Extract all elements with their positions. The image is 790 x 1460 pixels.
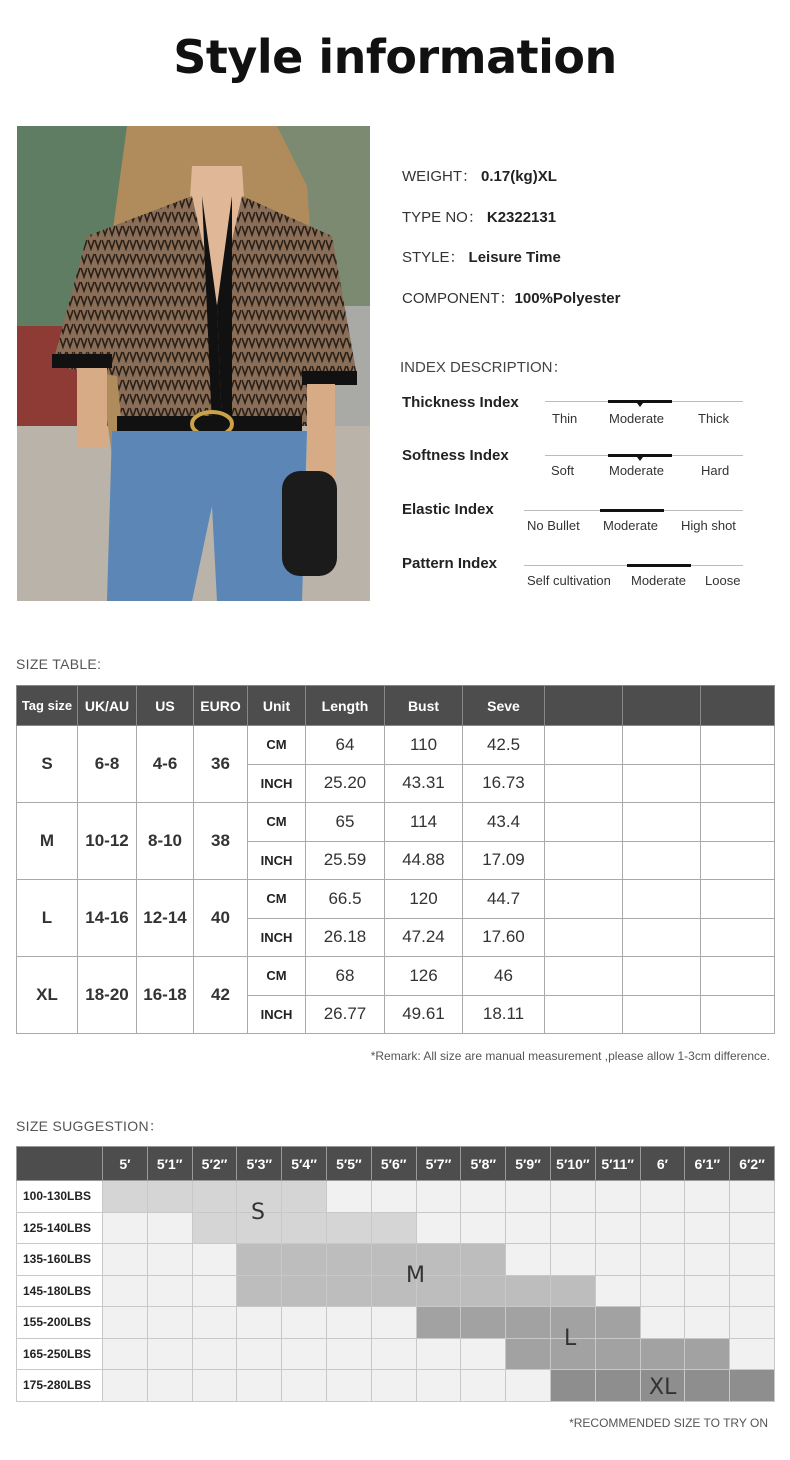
empty-cell <box>550 1181 595 1213</box>
elastic-index-name: Elastic Index <box>402 501 494 518</box>
empty-cell <box>103 1275 148 1307</box>
zone-label-xl: XL <box>649 1375 677 1400</box>
height-header: 5′4″ <box>282 1147 327 1181</box>
thickness-label-mid: Moderate <box>609 411 664 426</box>
seve-cell: 17.60 <box>463 918 545 957</box>
empty-cell <box>416 1181 461 1213</box>
pattern-label-mid: Moderate <box>631 573 686 588</box>
length-cell: 26.18 <box>306 918 385 957</box>
thickness-label-low: Thin <box>552 411 578 426</box>
size-cell-l <box>640 1338 685 1370</box>
pattern-label-high: Loose <box>705 573 741 588</box>
bust-cell: 47.24 <box>385 918 463 957</box>
empty-cell <box>701 841 775 880</box>
unit-cell: INCH <box>248 995 306 1034</box>
softness-label-high: Hard <box>701 463 730 478</box>
weight-label: 175-280LBS <box>17 1370 103 1402</box>
height-header: 6′2″ <box>730 1147 775 1181</box>
height-header: 6′ <box>640 1147 685 1181</box>
unit-cell: INCH <box>248 841 306 880</box>
table-row <box>17 1307 775 1339</box>
empty-cell <box>640 1212 685 1244</box>
empty-cell <box>685 1244 730 1276</box>
size-cell-l <box>416 1307 461 1339</box>
empty-cell <box>730 1244 775 1276</box>
header-seve: Seve <box>463 686 545 726</box>
header-empty <box>701 686 775 726</box>
remark-note: *Remark: All size are manual measurement ,please allow 1-3cm difference. <box>370 1049 770 1063</box>
header-us: US <box>137 686 194 726</box>
empty-cell <box>416 1212 461 1244</box>
empty-cell <box>237 1307 282 1339</box>
table-row <box>17 957 775 996</box>
length-cell: 65 <box>306 803 385 842</box>
empty-cell <box>103 1212 148 1244</box>
size-cell-s <box>371 1212 416 1244</box>
style-line: STYLE： Leisure Time <box>402 249 561 266</box>
pattern-label-low: Self cultivation <box>527 573 611 588</box>
empty-cell <box>730 1338 775 1370</box>
header-uk-au: UK/AU <box>78 686 137 726</box>
uk-au-cell: 10-12 <box>78 803 137 880</box>
empty-cell <box>545 726 623 765</box>
empty-cell <box>237 1338 282 1370</box>
empty-cell <box>461 1338 506 1370</box>
height-header: 5′7″ <box>416 1147 461 1181</box>
empty-cell <box>461 1212 506 1244</box>
empty-cell <box>550 1244 595 1276</box>
empty-cell <box>640 1275 685 1307</box>
empty-cell <box>595 1244 640 1276</box>
header-euro: EURO <box>194 686 248 726</box>
empty-cell <box>701 880 775 919</box>
height-header: 5′3″ <box>237 1147 282 1181</box>
empty-cell <box>506 1212 551 1244</box>
empty-cell <box>685 1181 730 1213</box>
weight-label: 135-160LBS <box>17 1244 103 1276</box>
height-header: 5′10″ <box>550 1147 595 1181</box>
size-cell-m <box>282 1244 327 1276</box>
empty-cell <box>623 957 701 996</box>
empty-cell <box>623 918 701 957</box>
empty-cell <box>103 1338 148 1370</box>
height-header: 5′5″ <box>326 1147 371 1181</box>
empty-cell <box>730 1212 775 1244</box>
size-cell-m <box>237 1244 282 1276</box>
uk-au-cell: 14-16 <box>78 880 137 957</box>
table-row <box>17 1181 775 1213</box>
unit-cell: CM <box>248 726 306 765</box>
size-cell-m <box>282 1275 327 1307</box>
empty-cell <box>545 764 623 803</box>
empty-cell <box>371 1370 416 1402</box>
empty-cell <box>147 1370 192 1402</box>
empty-cell <box>147 1244 192 1276</box>
size-cell-m <box>506 1275 551 1307</box>
empty-cell <box>506 1244 551 1276</box>
empty-cell <box>506 1181 551 1213</box>
empty-cell <box>701 918 775 957</box>
empty-cell <box>192 1244 237 1276</box>
seve-cell: 16.73 <box>463 764 545 803</box>
tag-size-cell: S <box>17 726 78 803</box>
euro-cell: 42 <box>194 957 248 1034</box>
empty-cell <box>623 803 701 842</box>
weight-label: 165-250LBS <box>17 1338 103 1370</box>
size-table-label: SIZE TABLE: <box>16 656 102 672</box>
size-cell-m <box>326 1244 371 1276</box>
empty-cell <box>730 1275 775 1307</box>
header-empty <box>623 686 701 726</box>
size-cell-m <box>237 1275 282 1307</box>
size-cell-s <box>192 1212 237 1244</box>
height-header: 5′11″ <box>595 1147 640 1181</box>
seve-cell: 46 <box>463 957 545 996</box>
size-cell-l <box>595 1307 640 1339</box>
euro-cell: 36 <box>194 726 248 803</box>
empty-cell <box>545 841 623 880</box>
unit-cell: INCH <box>248 764 306 803</box>
uk-au-cell: 18-20 <box>78 957 137 1034</box>
us-cell: 16-18 <box>137 957 194 1034</box>
size-table-header-row <box>17 686 775 726</box>
type-no-line: TYPE NO： K2322131 <box>402 209 557 226</box>
empty-cell <box>326 1370 371 1402</box>
empty-cell <box>595 1212 640 1244</box>
height-header: 5′2″ <box>192 1147 237 1181</box>
page-title: Style information <box>173 30 617 84</box>
empty-cell <box>147 1307 192 1339</box>
softness-label-low: Soft <box>551 463 575 478</box>
pattern-index-name: Pattern Index <box>402 555 498 572</box>
component-line: COMPONENT：100%Polyester <box>402 290 621 307</box>
empty-cell <box>103 1244 148 1276</box>
height-header: 5′9″ <box>506 1147 551 1181</box>
elastic-label-high: High shot <box>681 518 736 533</box>
empty-cell <box>685 1307 730 1339</box>
empty-cell <box>371 1338 416 1370</box>
empty-cell <box>701 726 775 765</box>
length-cell: 25.59 <box>306 841 385 880</box>
tag-size-cell: L <box>17 880 78 957</box>
empty-cell <box>685 1212 730 1244</box>
length-cell: 64 <box>306 726 385 765</box>
table-row <box>17 880 775 919</box>
tag-size-cell: M <box>17 803 78 880</box>
empty-cell <box>640 1307 685 1339</box>
empty-cell <box>371 1307 416 1339</box>
size-suggestion-header-row <box>17 1147 775 1181</box>
bust-cell: 44.88 <box>385 841 463 880</box>
size-cell-xl <box>595 1370 640 1402</box>
empty-cell <box>326 1307 371 1339</box>
thickness-pointer-icon <box>637 403 643 407</box>
empty-cell <box>326 1181 371 1213</box>
empty-cell <box>595 1181 640 1213</box>
header-empty <box>545 686 623 726</box>
size-table <box>16 685 775 1034</box>
size-cell-xl <box>730 1370 775 1402</box>
pattern-scale-marker <box>627 564 691 567</box>
table-row <box>17 1338 775 1370</box>
weight-label: 100-130LBS <box>17 1181 103 1213</box>
size-cell-s <box>103 1181 148 1213</box>
bust-cell: 110 <box>385 726 463 765</box>
table-row <box>17 1275 775 1307</box>
empty-cell <box>685 1275 730 1307</box>
size-cell-xl <box>550 1370 595 1402</box>
empty-cell <box>730 1181 775 1213</box>
size-cell-l <box>595 1338 640 1370</box>
index-description-heading: INDEX DESCRIPTION： <box>400 359 568 376</box>
bust-cell: 126 <box>385 957 463 996</box>
thickness-index-name: Thickness Index <box>402 394 519 411</box>
empty-cell <box>461 1370 506 1402</box>
softness-pointer-icon <box>637 457 643 461</box>
unit-cell: CM <box>248 803 306 842</box>
size-suggestion-table <box>16 1146 775 1402</box>
size-cell-m <box>461 1244 506 1276</box>
header-bust: Bust <box>385 686 463 726</box>
empty-cell <box>282 1338 327 1370</box>
size-cell-l <box>685 1338 730 1370</box>
header-tag-size: Tag size <box>17 686 78 726</box>
seve-cell: 18.11 <box>463 995 545 1034</box>
height-header: 5′6″ <box>371 1147 416 1181</box>
empty-cell <box>192 1370 237 1402</box>
empty-cell <box>192 1338 237 1370</box>
size-cell-s <box>282 1181 327 1213</box>
us-cell: 8-10 <box>137 803 194 880</box>
empty-cell <box>416 1338 461 1370</box>
empty-cell <box>147 1212 192 1244</box>
weight-label: 155-200LBS <box>17 1307 103 1339</box>
unit-cell: INCH <box>248 918 306 957</box>
size-cell-m <box>550 1275 595 1307</box>
header-unit: Unit <box>248 686 306 726</box>
empty-cell <box>103 1307 148 1339</box>
table-row <box>17 803 775 842</box>
table-row <box>17 1212 775 1244</box>
seve-cell: 17.09 <box>463 841 545 880</box>
bust-cell: 43.31 <box>385 764 463 803</box>
size-cell-s <box>147 1181 192 1213</box>
empty-cell <box>623 995 701 1034</box>
size-cell-xl <box>685 1370 730 1402</box>
size-cell-l <box>506 1307 551 1339</box>
empty-cell <box>192 1307 237 1339</box>
tag-size-cell: XL <box>17 957 78 1034</box>
table-row <box>17 726 775 765</box>
euro-cell: 38 <box>194 803 248 880</box>
empty-cell <box>326 1338 371 1370</box>
empty-cell <box>282 1370 327 1402</box>
bust-cell: 49.61 <box>385 995 463 1034</box>
length-cell: 66.5 <box>306 880 385 919</box>
weight-label: 125-140LBS <box>17 1212 103 1244</box>
empty-cell <box>730 1307 775 1339</box>
uk-au-cell: 6-8 <box>78 726 137 803</box>
empty-cell <box>545 803 623 842</box>
weight-line: WEIGHT： 0.17(kg)XL <box>402 168 557 185</box>
empty-cell <box>282 1307 327 1339</box>
size-cell-l <box>461 1307 506 1339</box>
us-cell: 12-14 <box>137 880 194 957</box>
empty-cell <box>701 803 775 842</box>
zone-label-l: L <box>564 1326 577 1351</box>
size-cell-m <box>326 1275 371 1307</box>
empty-cell <box>371 1181 416 1213</box>
size-suggestion-label: SIZE SUGGESTION： <box>16 1118 164 1134</box>
size-cell-s <box>282 1212 327 1244</box>
length-cell: 68 <box>306 957 385 996</box>
empty-cell <box>545 918 623 957</box>
us-cell: 4-6 <box>137 726 194 803</box>
length-cell: 26.77 <box>306 995 385 1034</box>
unit-cell: CM <box>248 957 306 996</box>
height-header: 5′ <box>103 1147 148 1181</box>
header-length: Length <box>306 686 385 726</box>
empty-cell <box>103 1370 148 1402</box>
empty-cell <box>701 957 775 996</box>
zone-label-s: S <box>251 1200 265 1225</box>
elastic-scale-marker <box>600 509 664 512</box>
size-cell-s <box>192 1181 237 1213</box>
empty-cell <box>237 1370 282 1402</box>
thickness-label-high: Thick <box>698 411 730 426</box>
seve-cell: 44.7 <box>463 880 545 919</box>
elastic-label-low: No Bullet <box>527 518 580 533</box>
euro-cell: 40 <box>194 880 248 957</box>
height-header: 6′1″ <box>685 1147 730 1181</box>
height-header: 5′1″ <box>147 1147 192 1181</box>
empty-cell <box>506 1370 551 1402</box>
empty-cell <box>147 1275 192 1307</box>
empty-cell <box>623 841 701 880</box>
product-photo <box>17 126 370 601</box>
empty-cell <box>623 880 701 919</box>
bust-cell: 120 <box>385 880 463 919</box>
table-row <box>17 1244 775 1276</box>
length-cell: 25.20 <box>306 764 385 803</box>
recommend-note: *RECOMMENDED SIZE TO TRY ON <box>569 1416 768 1430</box>
softness-index-name: Softness Index <box>402 447 509 464</box>
empty-cell <box>640 1181 685 1213</box>
seve-cell: 42.5 <box>463 726 545 765</box>
softness-label-mid: Moderate <box>609 463 664 478</box>
header-corner <box>17 1147 103 1181</box>
empty-cell <box>147 1338 192 1370</box>
empty-cell <box>701 764 775 803</box>
empty-cell <box>623 764 701 803</box>
seve-cell: 43.4 <box>463 803 545 842</box>
height-header: 5′8″ <box>461 1147 506 1181</box>
empty-cell <box>640 1244 685 1276</box>
empty-cell <box>545 880 623 919</box>
empty-cell <box>192 1275 237 1307</box>
zone-label-m: M <box>406 1263 425 1288</box>
empty-cell <box>595 1275 640 1307</box>
model-illustration <box>17 126 370 601</box>
bust-cell: 114 <box>385 803 463 842</box>
size-cell-l <box>506 1338 551 1370</box>
empty-cell <box>701 995 775 1034</box>
size-cell-m <box>461 1275 506 1307</box>
empty-cell <box>545 995 623 1034</box>
empty-cell <box>545 957 623 996</box>
empty-cell <box>623 726 701 765</box>
weight-label: 145-180LBS <box>17 1275 103 1307</box>
empty-cell <box>461 1181 506 1213</box>
size-cell-s <box>326 1212 371 1244</box>
elastic-label-mid: Moderate <box>603 518 658 533</box>
unit-cell: CM <box>248 880 306 919</box>
empty-cell <box>416 1370 461 1402</box>
empty-cell <box>550 1212 595 1244</box>
